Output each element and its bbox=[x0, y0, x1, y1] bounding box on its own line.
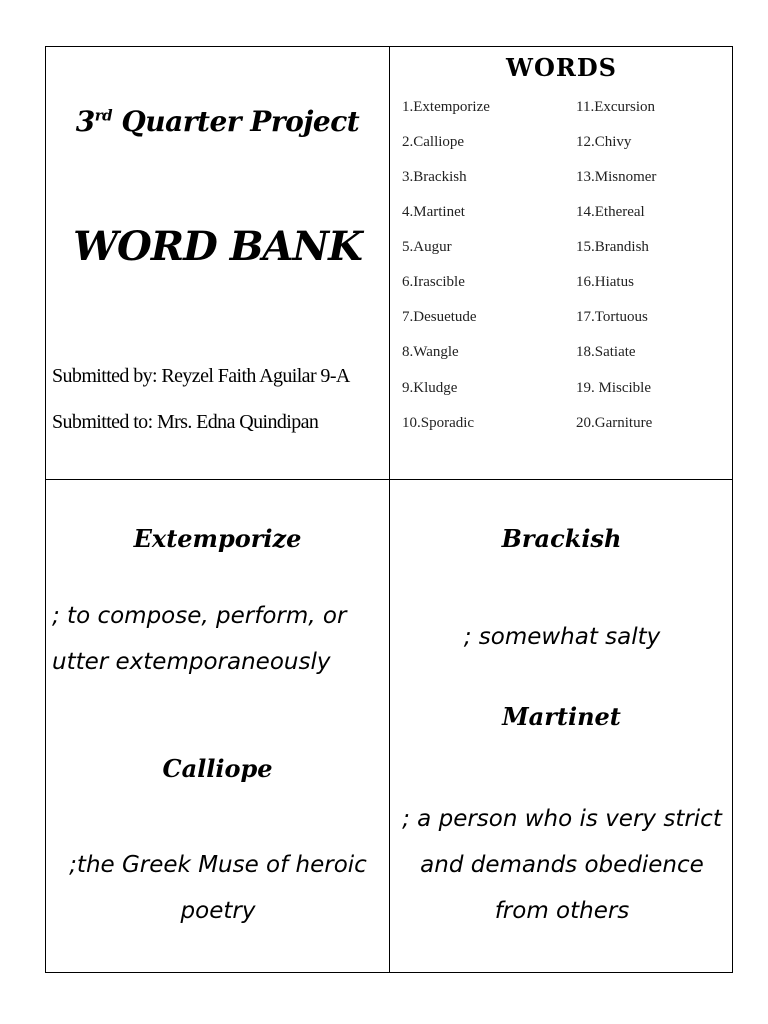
word-list-item: 15.Brandish bbox=[576, 239, 649, 255]
term-heading: Martinet bbox=[502, 702, 621, 731]
term-heading: Calliope bbox=[162, 754, 273, 783]
word-list-item: 1.Extemporize bbox=[402, 99, 490, 115]
term-heading: Brackish bbox=[501, 524, 622, 553]
term-definition: ; somewhat salty bbox=[463, 624, 661, 650]
word-list-item: 13.Misnomer bbox=[576, 169, 657, 185]
word-list-item: 14.Ethereal bbox=[576, 204, 645, 220]
word-list-item: 2.Calliope bbox=[402, 134, 465, 150]
word-list-item: 12.Chivy bbox=[576, 134, 632, 150]
word-list-item: 16.Hiatus bbox=[576, 274, 634, 290]
term-definition: ;the Greek Muse of heroic poetry bbox=[69, 852, 367, 924]
word-bank-title: WORD BANK bbox=[73, 223, 362, 270]
term-definition: ; to compose, perform, or utter extemporaneously bbox=[52, 603, 347, 675]
words-panel bbox=[390, 47, 733, 479]
word-bank-sheet bbox=[45, 46, 733, 973]
word-list-item: 19. Miscible bbox=[576, 380, 651, 396]
word-list-item: 17.Tortuous bbox=[576, 309, 648, 325]
quarter-rest: Quarter Project bbox=[112, 105, 360, 138]
word-list-item: 8.Wangle bbox=[402, 344, 459, 360]
definitions-panel-left bbox=[46, 480, 389, 973]
word-list-item: 7.Desuetude bbox=[402, 309, 477, 325]
word-list-item: 10.Sporadic bbox=[402, 415, 475, 431]
quarter-suffix: rd bbox=[94, 106, 113, 125]
submitted-by: Submitted by: Reyzel Faith Aguilar 9-A bbox=[52, 365, 350, 387]
words-heading: WORDS bbox=[506, 53, 617, 82]
word-list-item: 5.Augur bbox=[402, 239, 452, 255]
term-definition: ; a person who is very strict and demands obedience from others bbox=[402, 806, 722, 924]
word-list-item: 4.Martinet bbox=[402, 204, 465, 220]
quarter-number: 3 bbox=[75, 105, 95, 138]
word-list-item: 18.Satiate bbox=[576, 344, 636, 360]
term-heading: Extemporize bbox=[133, 524, 302, 553]
submitted-to: Submitted to: Mrs. Edna Quindipan bbox=[52, 411, 319, 433]
word-list-item: 9.Kludge bbox=[402, 380, 458, 396]
project-title bbox=[46, 105, 389, 138]
word-list-item: 6.Irascible bbox=[402, 274, 465, 290]
word-list-item: 3.Brackish bbox=[402, 169, 467, 185]
word-list-item: 20.Garniture bbox=[576, 415, 653, 431]
cover-panel bbox=[46, 47, 389, 479]
word-list-item: 11.Excursion bbox=[576, 99, 656, 115]
definitions-panel-right bbox=[390, 480, 733, 973]
